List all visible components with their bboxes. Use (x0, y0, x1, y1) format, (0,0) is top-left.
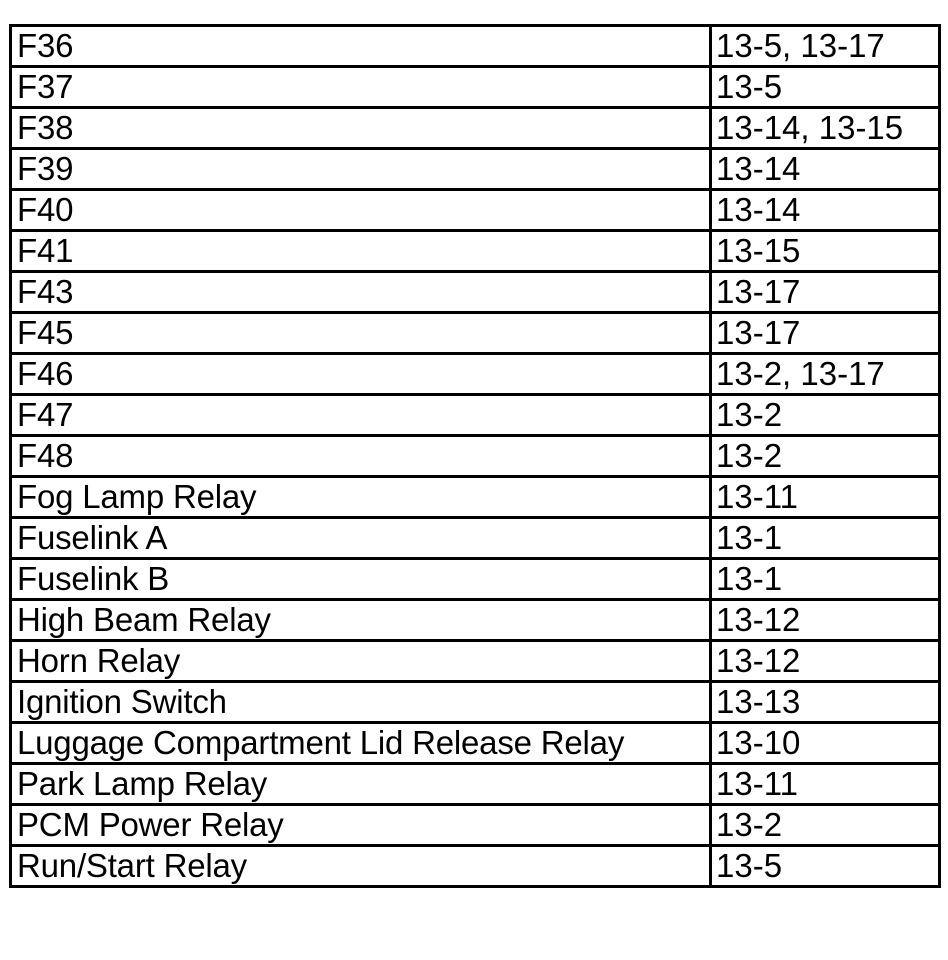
page-reference-cell: 13-1 (711, 559, 940, 600)
component-name-cell: Fuselink B (11, 559, 711, 600)
component-name-cell: F39 (11, 149, 711, 190)
component-name-cell: Horn Relay (11, 641, 711, 682)
component-name-cell: F47 (11, 395, 711, 436)
component-name-cell: F45 (11, 313, 711, 354)
component-name-cell: F40 (11, 190, 711, 231)
component-name-cell: F48 (11, 436, 711, 477)
table-row (11, 518, 940, 559)
table-row (11, 149, 940, 190)
component-name-cell: F43 (11, 272, 711, 313)
component-name-cell: Fuselink A (11, 518, 711, 559)
component-index-table (9, 24, 941, 888)
component-name-cell: F36 (11, 26, 711, 67)
table-row (11, 682, 940, 723)
table-body (11, 26, 940, 887)
page-reference-cell: 13-12 (711, 641, 940, 682)
table-row (11, 313, 940, 354)
page-reference-cell: 13-10 (711, 723, 940, 764)
component-index-table-container (9, 24, 938, 888)
component-name-cell: F41 (11, 231, 711, 272)
page-reference-cell: 13-2 (711, 395, 940, 436)
page-reference-cell: 13-2, 13-17 (711, 354, 940, 395)
component-name-cell: F46 (11, 354, 711, 395)
table-row (11, 764, 940, 805)
page-reference-cell: 13-1 (711, 518, 940, 559)
component-name-cell: F38 (11, 108, 711, 149)
page-reference-cell: 13-11 (711, 764, 940, 805)
page-reference-cell: 13-14 (711, 190, 940, 231)
component-name-cell: Luggage Compartment Lid Release Relay (11, 723, 711, 764)
page-reference-cell: 13-12 (711, 600, 940, 641)
page-reference-cell: 13-5 (711, 67, 940, 108)
table-row (11, 559, 940, 600)
page-reference-cell: 13-2 (711, 436, 940, 477)
table-row (11, 272, 940, 313)
page-reference-cell: 13-5, 13-17 (711, 26, 940, 67)
table-row (11, 805, 940, 846)
table-row (11, 395, 940, 436)
page-reference-cell: 13-17 (711, 313, 940, 354)
table-row (11, 846, 940, 887)
component-name-cell: F37 (11, 67, 711, 108)
component-name-cell: Fog Lamp Relay (11, 477, 711, 518)
table-row (11, 354, 940, 395)
table-row (11, 436, 940, 477)
table-row (11, 231, 940, 272)
component-name-cell: Park Lamp Relay (11, 764, 711, 805)
table-row (11, 108, 940, 149)
component-name-cell: High Beam Relay (11, 600, 711, 641)
page-reference-cell: 13-5 (711, 846, 940, 887)
page-reference-cell: 13-11 (711, 477, 940, 518)
table-row (11, 723, 940, 764)
table-row (11, 641, 940, 682)
page-reference-cell: 13-14 (711, 149, 940, 190)
component-name-cell: Run/Start Relay (11, 846, 711, 887)
table-row (11, 190, 940, 231)
page-reference-cell: 13-14, 13-15 (711, 108, 940, 149)
table-row (11, 26, 940, 67)
component-name-cell: Ignition Switch (11, 682, 711, 723)
page-reference-cell: 13-2 (711, 805, 940, 846)
table-row (11, 67, 940, 108)
component-name-cell: PCM Power Relay (11, 805, 711, 846)
table-row (11, 600, 940, 641)
page-reference-cell: 13-15 (711, 231, 940, 272)
table-row (11, 477, 940, 518)
page-reference-cell: 13-17 (711, 272, 940, 313)
page-reference-cell: 13-13 (711, 682, 940, 723)
